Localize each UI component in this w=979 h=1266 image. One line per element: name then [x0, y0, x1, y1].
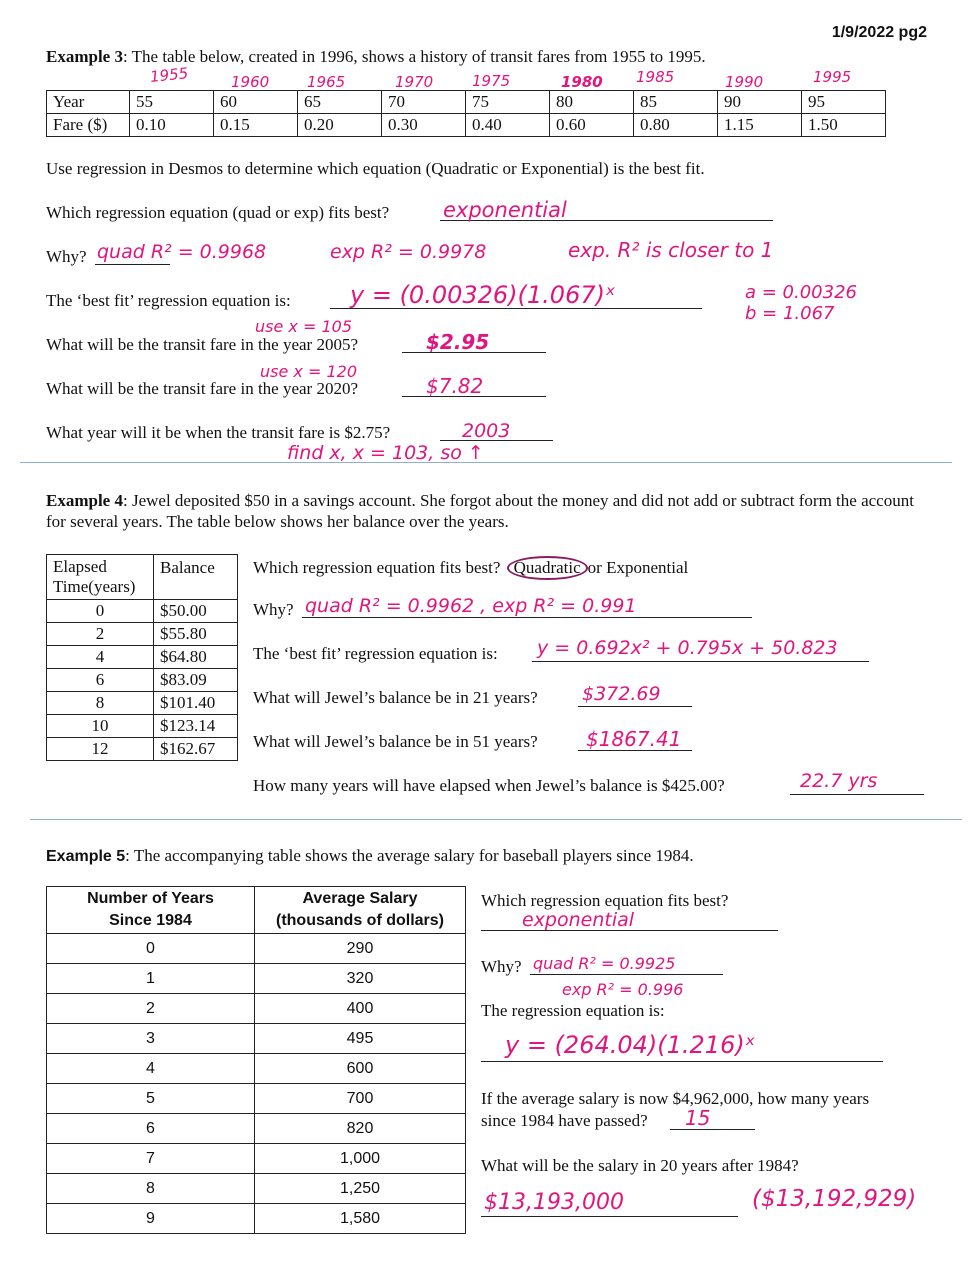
answer-line	[670, 1129, 755, 1130]
table-row	[47, 692, 238, 715]
table-cell: 0.80	[634, 114, 718, 137]
hw-year-1960: 1960	[231, 73, 270, 91]
table-cell: Fare ($)	[47, 114, 130, 137]
ex3-q6: What year will it be when the transit fare is $2.75?	[46, 423, 391, 442]
col1-header-line1: Elapsed	[53, 557, 107, 576]
table-cell: 95	[802, 91, 886, 114]
table-cell: $64.80	[154, 646, 238, 669]
answer-line	[790, 794, 924, 795]
ex3-q1: Which regression equation (quad or exp) fits best?	[46, 203, 390, 222]
table-row	[47, 964, 466, 994]
table-cell: 820	[255, 1114, 466, 1144]
table-cell: 4	[47, 1054, 255, 1084]
table-cell: 600	[255, 1054, 466, 1084]
table-cell: 70	[382, 91, 466, 114]
table-cell: $162.67	[154, 738, 238, 761]
table-cell: $55.80	[154, 623, 238, 646]
table-row	[47, 715, 238, 738]
table-cell: 65	[298, 91, 382, 114]
table-cell: 0.15	[214, 114, 298, 137]
hw-year-1970: 1970	[395, 73, 434, 91]
ex3-q5: What will be the transit fare in the year 2020?	[46, 379, 359, 398]
answer-line	[578, 706, 692, 707]
table-row	[47, 1024, 466, 1054]
table-row	[47, 1084, 466, 1114]
ex3-a5: $7.82	[426, 374, 484, 398]
table-cell: 0.60	[550, 114, 634, 137]
example-3-intro	[46, 47, 706, 67]
ex3-a2a: quad R² = 0.9968	[97, 241, 267, 263]
ex5-q1: Which regression equation fits best?	[481, 891, 729, 910]
table-row	[47, 738, 238, 761]
ex5-a5: $13,193,000	[484, 1190, 624, 1215]
ex4-a4: $372.69	[582, 683, 661, 705]
table-cell: $123.14	[154, 715, 238, 738]
baseball-salary-table	[46, 886, 466, 1234]
ex5-a4: 15	[685, 1106, 711, 1130]
table-cell: 12	[47, 738, 154, 761]
table-row	[47, 1174, 466, 1204]
table-cell: 0.40	[466, 114, 550, 137]
ex3-instruction: Use regression in Desmos to determine which equation (Quadratic or Exponential) is the best fit.	[46, 159, 705, 178]
col2-header-line1: Average Salary	[302, 890, 418, 907]
col1-header-line1: Number of Years	[87, 890, 214, 907]
exponential-option: or Exponential	[587, 558, 689, 577]
table-cell: 400	[255, 994, 466, 1024]
ex3-a3: y = (0.00326)(1.067)ˣ	[350, 281, 616, 309]
example-5-intro-text: : The accompanying table shows the average salary for baseball players since 1984.	[125, 846, 694, 865]
ex4-q4: What will Jewel’s balance be in 21 years?	[253, 688, 538, 707]
table-cell: 7	[47, 1144, 255, 1174]
quadratic-option-circled: Quadratic	[507, 556, 588, 580]
table-cell: 0.10	[130, 114, 214, 137]
table-cell: 85	[634, 91, 718, 114]
table-cell: 0.20	[298, 114, 382, 137]
table-cell: $83.09	[154, 669, 238, 692]
table-cell: 0	[47, 600, 154, 623]
ex3-q3: The ‘best fit’ regression equation is:	[46, 291, 291, 310]
table-row	[47, 1054, 466, 1084]
ex4-q3: The ‘best fit’ regression equation is:	[253, 644, 498, 663]
answer-line	[532, 661, 869, 662]
table-cell: 90	[718, 91, 802, 114]
example-3-label: Example 3	[46, 47, 123, 66]
answer-line	[481, 1061, 883, 1062]
table-cell: 0	[47, 934, 255, 964]
table-cell: 1,250	[255, 1174, 466, 1204]
table-cell: 1.50	[802, 114, 886, 137]
ex4-a5: $1867.41	[586, 727, 682, 751]
table-row	[47, 669, 238, 692]
table-header-row	[47, 887, 466, 934]
ex3-a6: 2003	[462, 420, 511, 442]
table-cell: 55	[130, 91, 214, 114]
table-cell: $50.00	[154, 600, 238, 623]
table-cell: 2	[47, 994, 255, 1024]
hw-year-1990: 1990	[725, 73, 764, 91]
table-cell: 5	[47, 1084, 255, 1114]
table-cell: $101.40	[154, 692, 238, 715]
ex3-note-use105: use x = 105	[255, 317, 352, 336]
table-cell: 4	[47, 646, 154, 669]
table-header-cell	[255, 887, 466, 934]
table-row	[47, 1114, 466, 1144]
table-cell: 3	[47, 1024, 255, 1054]
savings-balance-table	[46, 554, 238, 761]
ex3-q2: Why?	[46, 247, 87, 266]
hw-year-1965: 1965	[307, 73, 346, 91]
ex5-a1: exponential	[522, 909, 635, 931]
example-5-intro	[46, 846, 694, 866]
ex5-a2a: quad R² = 0.9925	[533, 954, 676, 973]
table-row	[47, 994, 466, 1024]
example-5-label: Example 5	[46, 848, 126, 865]
ex3-note-find: find x, x = 103, so ↑	[287, 442, 484, 464]
ex4-a3: y = 0.692x² + 0.795x + 50.823	[537, 637, 838, 659]
ex5-a5-alt: ($13,192,929)	[752, 1186, 917, 1212]
table-cell: 1,000	[255, 1144, 466, 1174]
ex3-a4: $2.95	[426, 330, 490, 354]
hw-year-1975: 1975	[472, 72, 511, 90]
table-row	[47, 623, 238, 646]
ex5-q3: The regression equation is:	[481, 1001, 665, 1020]
table-cell: 8	[47, 692, 154, 715]
table-row	[47, 91, 886, 114]
ex3-note-use120: use x = 120	[260, 362, 357, 381]
table-cell: 1.15	[718, 114, 802, 137]
answer-line	[95, 264, 170, 265]
date-page-header: 1/9/2022 pg2	[831, 24, 927, 41]
ex4-q5: What will Jewel’s balance be in 51 years?	[253, 732, 538, 751]
table-cell: 0.30	[382, 114, 466, 137]
hw-year-1985: 1985	[636, 68, 675, 86]
table-cell: 75	[466, 91, 550, 114]
ex4-a2: quad R² = 0.9962 , exp R² = 0.991	[305, 595, 637, 617]
ex5-q4-line1: If the average salary is now $4,962,000, how many years	[481, 1089, 870, 1108]
transit-fares-table	[46, 90, 886, 137]
table-cell: 9	[47, 1204, 255, 1234]
example-4-intro-text: : Jewel deposited $50 in a savings account. She forgot about the money and did not add or subtract form the account for several years. The table below shows her balance over the years.	[46, 491, 914, 531]
ex5-a3: y = (264.04)(1.216)ˣ	[505, 1031, 756, 1059]
ex4-a6: 22.7 yrs	[800, 770, 878, 792]
table-cell: 495	[255, 1024, 466, 1054]
table-cell: 6	[47, 669, 154, 692]
table-cell: Year	[47, 91, 130, 114]
ex4-q6: How many years will have elapsed when Jewel’s balance is $425.00?	[253, 776, 725, 795]
table-header-cell	[47, 555, 154, 600]
ex4-q2: Why?	[253, 600, 294, 619]
col1-header-line2: Time(years)	[53, 577, 136, 596]
ex4-q1	[253, 556, 688, 580]
table-row	[47, 934, 466, 964]
ex3-a2c: exp. R² is closer to 1	[568, 238, 774, 262]
col2-header-line2: (thousands of dollars)	[276, 912, 444, 929]
table-header-cell	[47, 887, 255, 934]
ex5-a2b: exp R² = 0.996	[562, 980, 684, 999]
col1-header-line2: Since 1984	[109, 912, 192, 929]
table-cell: 2	[47, 623, 154, 646]
ex5-q5: What will be the salary in 20 years after 1984?	[481, 1156, 799, 1175]
answer-line	[481, 1216, 738, 1217]
answer-line	[302, 617, 752, 618]
table-cell: 60	[214, 91, 298, 114]
ex5-q4-line2: since 1984 have passed?	[481, 1111, 648, 1130]
table-cell: 6	[47, 1114, 255, 1144]
table-cell: 320	[255, 964, 466, 994]
example-3-intro-text: : The table below, created in 1996, shows a history of transit fares from 1955 to 1995.	[122, 47, 706, 66]
hw-year-1955: 1955	[149, 64, 190, 86]
table-row	[47, 1204, 466, 1234]
answer-line	[530, 974, 723, 975]
ex3-note-b: b = 1.067	[745, 303, 835, 324]
ex5-q2: Why?	[481, 957, 522, 976]
ex3-a1: exponential	[443, 198, 567, 222]
table-row	[47, 1144, 466, 1174]
table-cell: 290	[255, 934, 466, 964]
table-cell: 10	[47, 715, 154, 738]
table-cell: 1,580	[255, 1204, 466, 1234]
table-header-row	[47, 555, 238, 600]
table-cell: 1	[47, 964, 255, 994]
table-cell: 8	[47, 1174, 255, 1204]
ex3-q4: What will be the transit fare in the year 2005?	[46, 335, 359, 354]
table-row	[47, 600, 238, 623]
ex4-q1-text: Which regression equation fits best?	[253, 558, 501, 577]
section-divider	[20, 462, 952, 463]
table-cell: 80	[550, 91, 634, 114]
table-cell: 700	[255, 1084, 466, 1114]
table-row	[47, 646, 238, 669]
table-row	[47, 114, 886, 137]
section-divider	[30, 819, 962, 820]
ex3-a2b: exp R² = 0.9978	[330, 241, 487, 263]
table-header-cell: Balance	[154, 555, 238, 600]
hw-year-1995: 1995	[813, 68, 852, 86]
hw-year-1980: 1980	[561, 73, 603, 91]
example-4-intro	[46, 490, 926, 532]
ex3-note-a: a = 0.00326	[745, 282, 857, 303]
example-4-label: Example 4	[46, 491, 123, 510]
